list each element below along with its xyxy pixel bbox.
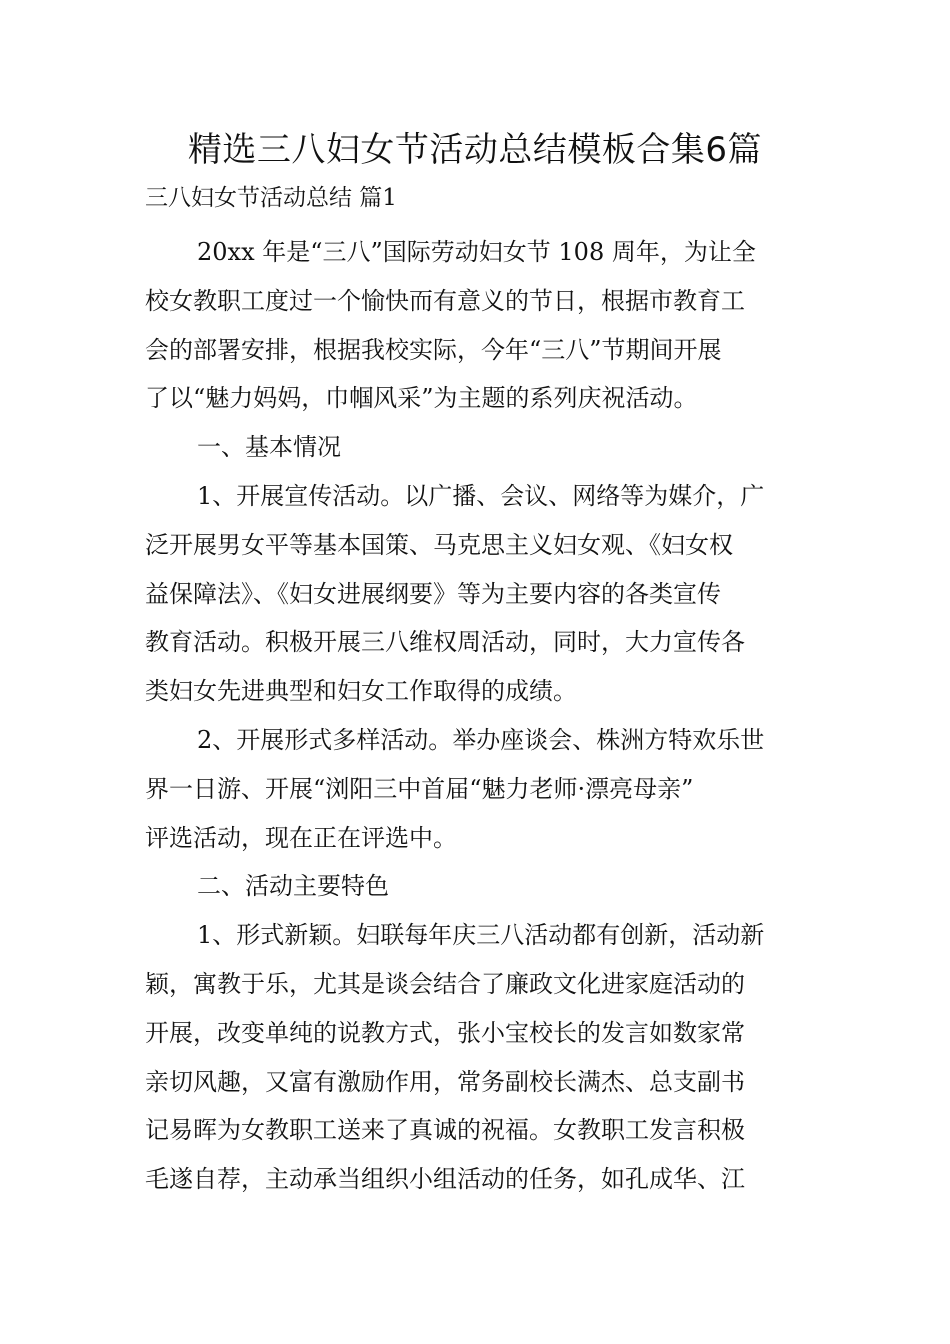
section-subtitle: 三八妇女节活动总结 篇1 (145, 185, 397, 211)
text-line: 2、开展形式多样活动。举办座谈会、株洲方特欢乐世 (197, 725, 765, 754)
text-line: 开展，改变单纯的说教方式，张小宝校长的发言如数家常 (145, 1018, 745, 1047)
text-line: 颖，寓教于乐，尤其是谈会结合了廉政文化进家庭活动的 (145, 969, 745, 998)
text-line: 泛开展男女平等基本国策、马克思主义妇女观、《妇女权 (145, 530, 733, 559)
text-line: 了以“魅力妈妈，巾帼风采”为主题的系列庆祝活动。 (145, 384, 698, 413)
text-line: 亲切风趣，又富有激励作用，常务副校长满杰、总支副书 (145, 1067, 745, 1096)
text-line: 1、形式新颖。妇联每年庆三八活动都有创新，活动新 (197, 921, 765, 950)
document-title: 精选三八妇女节活动总结模板合集6篇 (187, 130, 763, 170)
text-line: 1、开展宣传活动。以广播、会议、网络等为媒介，广 (197, 481, 765, 510)
text-line: 教育活动。积极开展三八维权周活动，同时，大力宣传各 (145, 628, 745, 657)
text-line: 会的部署安排，根据我校实际，今年“三八”节期间开展 (145, 335, 722, 364)
text-line: 益保障法》、《妇女进展纲要》等为主要内容的各类宣传 (145, 579, 721, 608)
text-line: 校女教职工度过一个愉快而有意义的节日，根据市教育工 (145, 286, 745, 315)
text-line: 类妇女先进典型和妇女工作取得的成绩。 (145, 677, 577, 706)
text-line: 一、基本情况 (197, 433, 341, 462)
text-line: 二、活动主要特色 (197, 872, 389, 901)
text-line: 20xx 年是“三八”国际劳动妇女节 108 周年，为让全 (197, 238, 756, 266)
text-line: 毛遂自荐，主动承当组织小组活动的任务，如孔成华、江 (145, 1165, 745, 1194)
text-line: 评选活动，现在正在评选中。 (145, 823, 457, 852)
document-body (145, 228, 815, 1204)
text-line: 记易晖为女教职工送来了真诚的祝福。女教职工发言积极 (145, 1116, 745, 1145)
text-line: 界一日游、开展“浏阳三中首届“魅力老师·漂亮母亲” (145, 774, 694, 803)
